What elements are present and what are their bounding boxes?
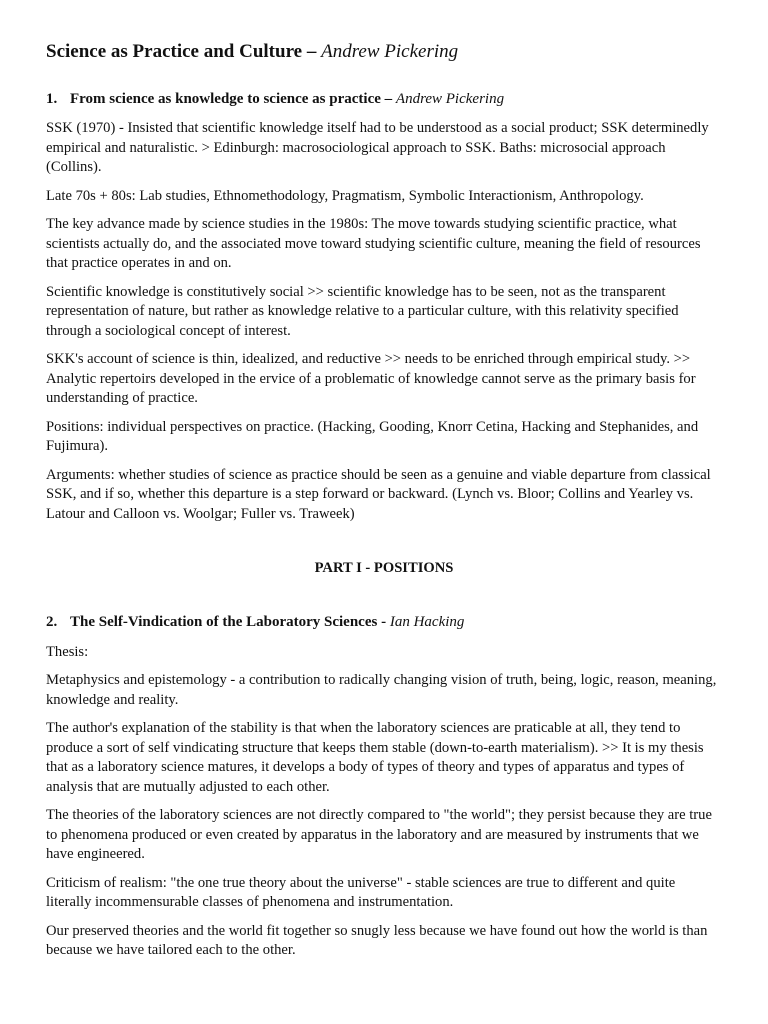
section-1-author: Andrew Pickering: [395, 90, 505, 107]
paragraph: Our preserved theories and the world fit together so snugly less because we have found out how the world is than because we have tailored each to the other.: [46, 922, 708, 959]
section-2-number: 2.: [46, 614, 58, 631]
paragraph: Thesis:: [46, 643, 89, 660]
section-2-heading: [46, 613, 722, 633]
paragraph: Arguments: whether studies of science as practice should be seen as a genuine and viable departure from classical SSK, and if so, whether this departure is a step forward or backward. (Lynch vs. Bloor; Collins and Yearley vs. Latour and Calloon vs. Woolgar; Fuller vs. Traweek): [46, 466, 711, 522]
title-separator: –: [302, 41, 322, 62]
paragraph: Late 70s + 80s: Lab studies, Ethnomethodology, Pragmatism, Symbolic Interactionism, Anthropology.: [46, 187, 644, 204]
section-2-separator: -: [377, 614, 390, 631]
paragraph: Metaphysics and epistemology - a contribution to radically changing vision of truth, being, logic, reason, meaning, knowledge and reality.: [46, 672, 717, 708]
section-1: [46, 90, 722, 525]
section-2-author: Ian Hacking: [389, 614, 465, 631]
paragraph: The theories of the laboratory sciences are not directly compared to "the world"; they persist because they are true to phenomena produced or even created by apparatus in the laboratory and are measured by instruments that we have engineered.: [46, 807, 712, 863]
document-title-text: Science as Practice and Culture: [46, 41, 303, 62]
paragraph: SSK (1970) - Insisted that scientific knowledge itself had to be understood as a social product; SSK determinedly empirical and naturalistic. > Edinburgh: macrosociological approach to SSK. Baths: microsocial approach (Collins).: [46, 120, 709, 176]
part-heading: PART I - POSITIONS: [314, 560, 454, 577]
paragraph: The author's explanation of the stability is that when the laboratory sciences are praticable at all, they tend to produce a sort of self vindicating structure that keeps them stable (down-to-earth materialism). >> It is my thesis that as a laboratory science matures, it develops a body of types of theory and types of apparatus and types of analysis that are mutually adjusted to each other.: [46, 720, 704, 795]
section-2: [46, 613, 722, 961]
section-1-heading: [46, 90, 722, 110]
paragraph: Scientific knowledge is constitutively social >> scientific knowledge has to be seen, not as the transparent representation of nature, but rather as knowledge relative to a particular culture, with this relativity specified through a sociological concept of interest.: [46, 283, 679, 339]
section-1-title: From science as knowledge to science as practice: [70, 90, 381, 107]
section-1-separator: –: [380, 90, 396, 107]
paragraph: Criticism of realism: "the one true theory about the universe" - stable sciences are true to different and quite literally incommensurable classes of phenomena and instrumentation.: [46, 874, 676, 911]
section-2-title: The Self-Vindication of the Laboratory Sciences: [70, 614, 378, 631]
paragraph: SKK's account of science is thin, idealized, and reductive >> needs to be enriched through empirical study. >> Analytic repertoirs developed in the ervice of a problematic of knowledge cannot serve as the primary basis for understanding of practice.: [46, 351, 696, 407]
document-author: Andrew Pickering: [321, 41, 459, 62]
section-1-number: 1.: [46, 90, 58, 107]
paragraph: The key advance made by science studies in the 1980s: The move towards studying scientific practice, what scientists actually do, and the associated move toward studying scientific culture, meaning the field of resources that practice operates in and on.: [46, 216, 701, 272]
document-title: [46, 40, 722, 64]
paragraph: Positions: individual perspectives on practice. (Hacking, Gooding, Knorr Cetina, Hacking and Stephanides, and Fujimura).: [46, 418, 699, 455]
